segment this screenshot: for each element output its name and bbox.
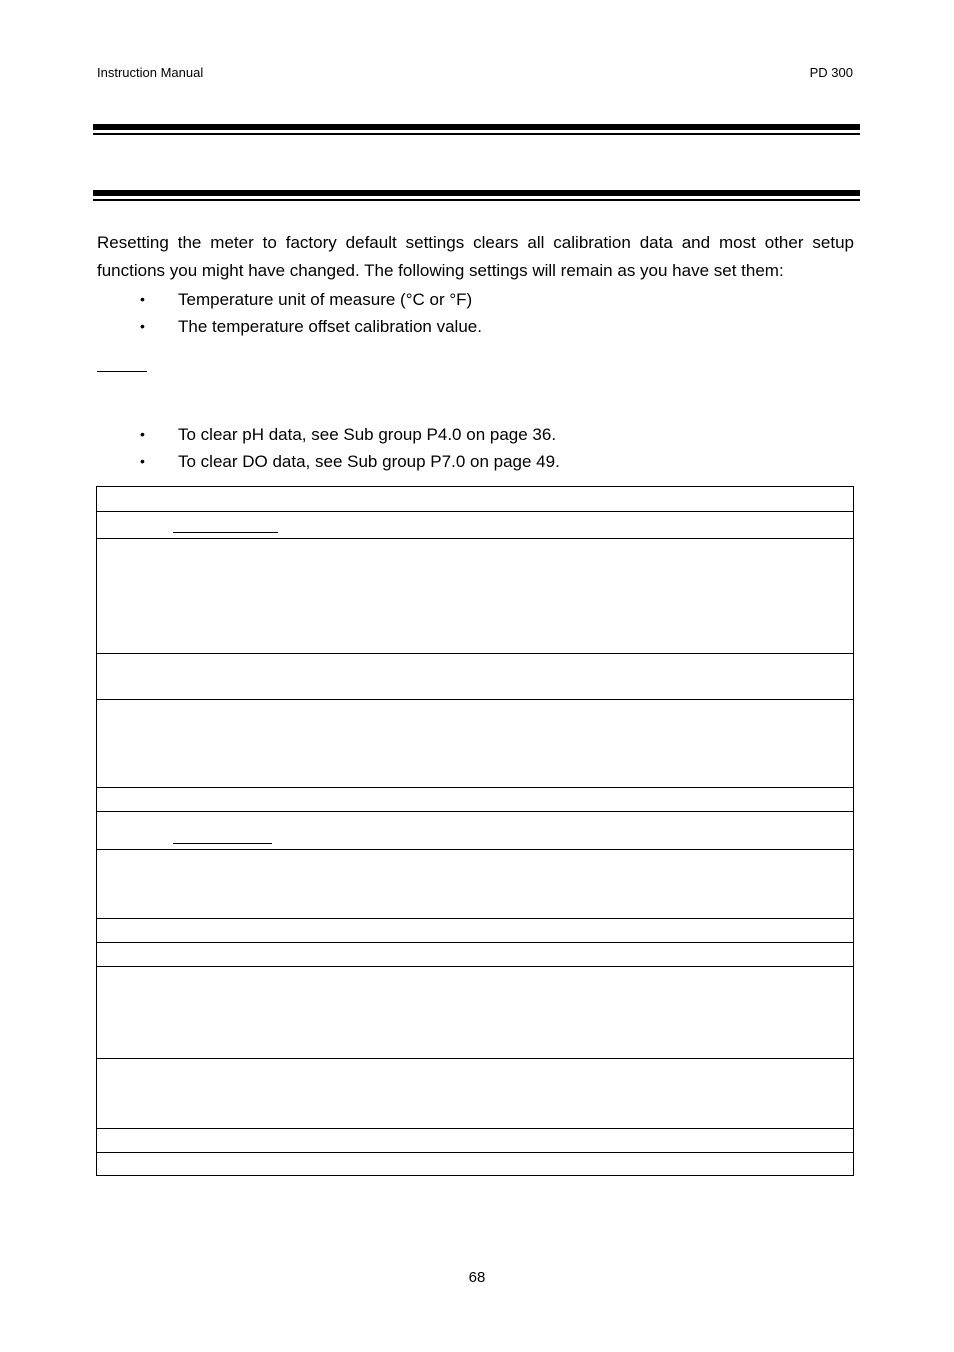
row-heading-underline: [173, 532, 278, 533]
bullet-icon: •: [140, 318, 145, 334]
page-number: 68: [468, 1269, 486, 1286]
list-item: [97, 448, 854, 475]
rule-thick-line: [93, 190, 860, 196]
table-row: [97, 966, 853, 1058]
note-heading-underline: [97, 371, 147, 372]
bullet-icon: •: [140, 453, 145, 469]
bullet-icon: •: [140, 426, 145, 442]
table-row: [97, 1152, 853, 1175]
clear-data-list: [97, 421, 854, 475]
table-row: [97, 538, 853, 653]
rule-thin-line: [93, 133, 860, 135]
table-row: [97, 487, 853, 511]
section-rule-bottom: [93, 190, 860, 201]
section-rule-top: [93, 124, 860, 135]
table-row: [97, 511, 853, 538]
header-model: PD 300: [809, 65, 853, 80]
table-row: [97, 849, 853, 918]
header-manual-title: Instruction Manual: [97, 65, 204, 80]
list-item-text: The temperature offset calibration value.: [178, 317, 482, 336]
retained-settings-list: [97, 286, 854, 340]
table-row: [97, 653, 853, 699]
procedure-table: [96, 486, 854, 1176]
table-row: [97, 1058, 853, 1128]
list-item: [97, 286, 854, 313]
table-row: [97, 918, 853, 942]
list-item: [97, 421, 854, 448]
table-row: [97, 699, 853, 787]
list-item-text: To clear DO data, see Sub group P7.0 on page 49.: [178, 452, 560, 471]
rule-thin-line: [93, 199, 860, 201]
table-row: [97, 787, 853, 811]
list-item-text: Temperature unit of measure (°C or °F): [178, 290, 473, 309]
table-row: [97, 942, 853, 966]
bullet-icon: •: [140, 291, 145, 307]
intro-paragraph: Resetting the meter to factory default settings clears all calibration data and most other setup functions you might have changed. The following settings will remain as you have set them:: [97, 233, 854, 280]
table-row: [97, 1128, 853, 1152]
table-row: [97, 811, 853, 849]
list-item-text: To clear pH data, see Sub group P4.0 on page 36.: [178, 425, 557, 444]
row-heading-underline: [173, 843, 272, 844]
rule-thick-line: [93, 124, 860, 130]
list-item: [97, 313, 854, 340]
